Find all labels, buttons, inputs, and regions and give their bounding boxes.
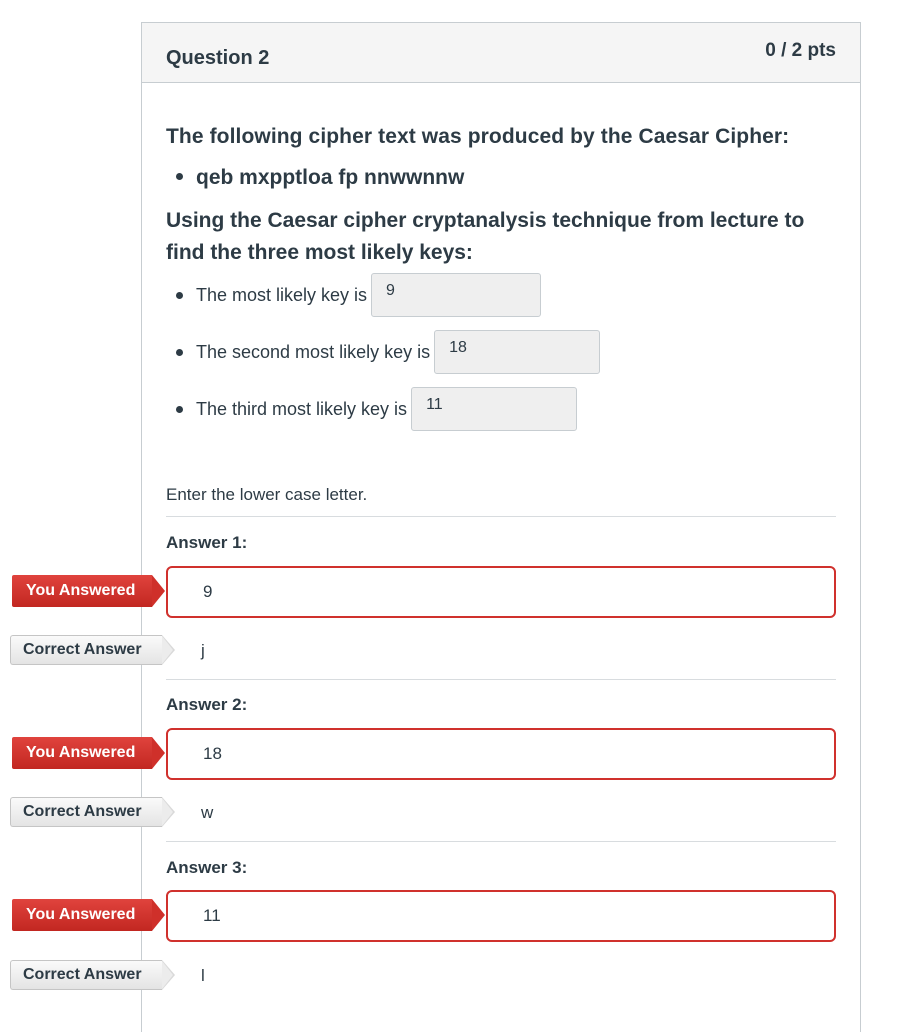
key-answer-box-2: 18: [434, 330, 600, 374]
given-answer-3: 11: [166, 890, 836, 942]
key-label: The most likely key is: [196, 284, 368, 305]
correct-answer-tag: [10, 797, 162, 827]
key-answer-box-1: 9: [371, 273, 541, 317]
given-answer-2: 18: [166, 728, 836, 780]
key-item-2: [176, 330, 600, 374]
question-points: 0 / 2 pts: [765, 40, 836, 61]
divider: [166, 516, 836, 517]
key-item-1: [176, 273, 541, 317]
you-answered-tag: You Answered: [12, 737, 152, 769]
you-answered-tag: You Answered: [12, 899, 152, 931]
bullet-icon: [176, 173, 183, 180]
correct-answer-2: w: [201, 803, 214, 822]
question-title: Question 2: [166, 47, 270, 69]
question-lead: The following cipher text was produced by the Caesar Cipher:: [166, 125, 790, 148]
you-answered-tag: You Answered: [12, 575, 152, 607]
ciphertext-item: [176, 166, 464, 190]
answer-label-1: Answer 1:: [166, 533, 248, 552]
question-card: [141, 22, 861, 1032]
correct-answer-1: j: [201, 641, 205, 660]
question-header: [142, 23, 860, 83]
correct-answer-tag-label: Correct Answer: [23, 641, 142, 658]
bullet-icon: [176, 406, 183, 413]
correct-answer-tag: [10, 960, 162, 990]
bullet-icon: [176, 349, 183, 356]
answer-label-3: Answer 3:: [166, 858, 248, 877]
correct-answer-3: l: [201, 966, 205, 985]
key-answer-box-3: 11: [411, 387, 577, 431]
given-answer-1: 9: [166, 566, 836, 618]
hint-text: Enter the lower case letter.: [166, 485, 368, 504]
divider: [166, 841, 836, 842]
key-item-3: [176, 387, 577, 431]
key-label: The third most likely key is: [196, 398, 408, 419]
correct-answer-tag: [10, 635, 162, 665]
correct-answer-tag-label: Correct Answer: [23, 966, 142, 983]
question-instruction: Using the Caesar cipher cryptanalysis technique from lecture to find the three most likely keys:: [166, 209, 805, 264]
correct-answer-tag-label: Correct Answer: [23, 803, 142, 820]
answer-label-2: Answer 2:: [166, 695, 248, 714]
divider: [166, 679, 836, 680]
bullet-icon: [176, 292, 183, 299]
key-label: The second most likely key is: [196, 341, 431, 362]
ciphertext: qeb mxpptloa fp nnwwnnw: [196, 166, 465, 189]
